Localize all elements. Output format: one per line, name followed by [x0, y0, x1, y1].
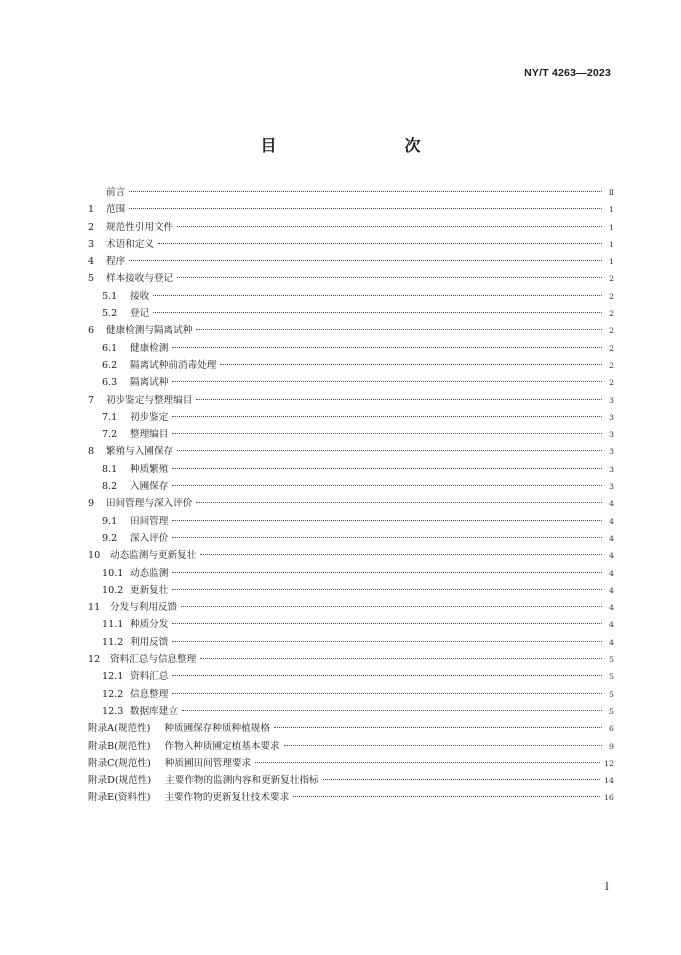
standard-code: NY/T 4263—2023 [524, 67, 611, 79]
toc-entry-label: 田间管理与深入评价 [106, 498, 193, 510]
toc-entry-number: 12.2 [102, 688, 124, 700]
toc-entry[interactable] [88, 668, 614, 685]
toc-entry[interactable] [88, 322, 614, 339]
toc-entry-page: 4 [609, 603, 614, 613]
toc-entry-page: 2 [609, 274, 614, 284]
toc-entry-label: 隔离试种前消毒处理 [130, 359, 217, 371]
toc-entry-page: 16 [604, 793, 614, 803]
dot-leader [172, 520, 602, 521]
dot-leader [172, 433, 602, 434]
toc-entry[interactable] [88, 443, 614, 460]
toc-entry-label: 主要作物的更新复壮技术要求 [164, 792, 290, 804]
toc-entry[interactable] [88, 495, 614, 512]
toc-entry[interactable] [88, 547, 614, 564]
toc-entry-label: 样本接收与登记 [106, 273, 174, 285]
toc-entry-label: 整理编目 [130, 429, 169, 441]
toc-entry-number: 7.1 [102, 411, 118, 423]
dot-leader [172, 381, 602, 382]
toc-entry[interactable] [88, 253, 614, 270]
toc-entry-label: 健康检测与隔离试种 [106, 325, 193, 337]
toc-entry-number: 7 [88, 394, 95, 406]
dot-leader [284, 745, 602, 746]
toc-entry[interactable] [88, 426, 614, 443]
toc-entry-page: 6 [609, 724, 614, 734]
toc-entry-label: 程序 [106, 256, 126, 268]
toc-entry-label: 初步鉴定与整理编目 [106, 394, 193, 406]
toc-entry-number: 12.3 [102, 705, 124, 717]
toc-entry-label: 动态监测与更新复壮 [110, 550, 197, 562]
toc-entry-label: 术语和定义 [106, 238, 154, 250]
toc-entry-page: 3 [609, 482, 614, 492]
toc-entry-page: 4 [609, 516, 614, 526]
toc-entry-page: 5 [609, 706, 614, 716]
dot-leader [172, 589, 602, 590]
toc-entry-page: 4 [609, 533, 614, 543]
toc-entry-label: 数据库建立 [130, 705, 178, 717]
toc-entry[interactable] [88, 409, 614, 426]
toc-entry-number: 11.1 [102, 619, 124, 631]
dot-leader [196, 502, 602, 503]
toc-entry-page: 2 [609, 309, 614, 319]
dot-leader [172, 347, 602, 348]
dot-leader [220, 364, 602, 365]
dot-leader [129, 208, 602, 209]
toc-entry-page: 5 [609, 672, 614, 682]
dot-leader [172, 693, 602, 694]
toc-entry[interactable] [88, 374, 614, 391]
toc-entry-label: 种质圃保存种质种植规格 [164, 723, 270, 735]
dot-leader [274, 727, 602, 728]
toc-entry-page: Ⅱ [608, 188, 614, 197]
toc-entry[interactable] [88, 270, 614, 287]
toc-entry-number: 附录A(规范性) [88, 723, 151, 735]
toc-entry[interactable] [88, 599, 614, 616]
toc-entry-page: 4 [609, 499, 614, 509]
toc-entry-number: 8 [88, 446, 95, 458]
toc-entry-page: 5 [609, 689, 614, 699]
dot-leader [172, 416, 602, 417]
dot-leader [181, 606, 602, 607]
toc-entry-label: 主要作物的监测内容和更新复壮指标 [165, 775, 319, 787]
dot-leader [182, 710, 602, 711]
dot-leader [172, 485, 602, 486]
toc-entry-number: 3 [88, 238, 95, 250]
toc-entry-page: 1 [609, 239, 614, 249]
toc-entry-number: 8.1 [102, 463, 118, 475]
toc-entry[interactable] [88, 582, 614, 599]
toc-entry-number: 9 [88, 498, 95, 510]
toc-entry-page: 3 [609, 412, 614, 422]
toc-entry-label: 规范性引用文件 [106, 221, 174, 233]
toc-entry[interactable] [88, 616, 614, 633]
toc-entry-page: 3 [609, 447, 614, 457]
toc-entry-label: 深入评价 [130, 532, 169, 544]
toc-entry-label: 资料汇总 [130, 671, 169, 683]
toc-entry-page: 3 [609, 464, 614, 474]
dot-leader [196, 329, 602, 330]
toc-entry-number: 附录D(规范性) [88, 775, 152, 787]
toc-entry-label: 分发与利用反馈 [110, 602, 178, 614]
dot-leader [293, 796, 600, 797]
toc-entry-label: 种质分发 [130, 619, 169, 631]
dot-leader [153, 312, 602, 313]
toc-entry-number: 4 [88, 256, 95, 268]
toc-entry-number: 5.1 [102, 290, 118, 302]
toc-entry-number: 12 [88, 654, 101, 666]
toc-entry-number: 10.1 [102, 567, 124, 579]
toc-entry-label: 初步鉴定 [130, 411, 169, 423]
toc-entry[interactable] [88, 392, 614, 409]
toc-entry-label: 利用反馈 [130, 636, 169, 648]
toc-entry-page: 2 [609, 326, 614, 336]
toc-entry[interactable] [88, 236, 614, 253]
toc-entry-page: 4 [609, 568, 614, 578]
dot-leader [129, 260, 602, 261]
toc-entry[interactable] [88, 340, 614, 357]
toc-entry[interactable] [88, 478, 614, 495]
page-title: 目 次 [260, 136, 453, 155]
toc-entry-page: 4 [609, 585, 614, 595]
toc-entry-number: 6 [88, 325, 95, 337]
toc-entry-page: 3 [609, 395, 614, 405]
toc-entry-number: 6.2 [102, 359, 118, 371]
toc-entry[interactable] [88, 755, 614, 772]
dot-leader [158, 243, 602, 244]
toc-entry-label: 种质繁殖 [130, 463, 169, 475]
toc-entry-page: 3 [609, 430, 614, 440]
dot-leader [323, 779, 600, 780]
toc-entry-page: 5 [609, 655, 614, 665]
toc-entry-page: 2 [609, 360, 614, 370]
toc-entry-number: 1 [88, 204, 95, 216]
toc-entry[interactable] [88, 738, 614, 755]
toc-entry[interactable] [88, 703, 614, 720]
dot-leader [177, 277, 602, 278]
toc-entry[interactable] [88, 720, 614, 737]
toc-entry-label: 范围 [106, 204, 126, 216]
toc-entry-page: 2 [609, 378, 614, 388]
toc-entry-label: 资料汇总与信息整理 [110, 654, 197, 666]
toc-entry-label: 健康检测 [130, 342, 169, 354]
toc-entry-page: 12 [604, 758, 614, 768]
toc-entry-number: 7.2 [102, 429, 118, 441]
dot-leader [129, 191, 602, 192]
toc-entry-number: 附录B(规范性) [88, 740, 151, 752]
toc-entry-page: 1 [609, 257, 614, 267]
toc-entry-page: 9 [609, 741, 614, 751]
toc-entry[interactable] [88, 513, 614, 530]
toc-entry[interactable] [88, 789, 614, 806]
dot-leader [172, 537, 602, 538]
toc-entry-number: 附录C(规范性) [88, 757, 151, 769]
dot-leader [255, 762, 600, 763]
dot-leader [200, 658, 602, 659]
toc-entry-page: 1 [609, 205, 614, 215]
toc-entry-label: 隔离试种 [130, 377, 169, 389]
toc-entry-number: 5 [88, 273, 95, 285]
dot-leader [200, 554, 602, 555]
toc-entry[interactable] [88, 288, 614, 305]
dot-leader [172, 623, 602, 624]
toc-entry-label: 接收 [130, 290, 150, 302]
toc-entry-number: 5.2 [102, 308, 118, 320]
toc-entry[interactable] [88, 565, 614, 582]
toc-entry-number: 2 [88, 221, 95, 233]
dot-leader [177, 226, 602, 227]
toc-entry-number: 附录E(资料性) [88, 792, 151, 804]
toc-entry-number: 10.2 [102, 584, 124, 596]
toc-entry[interactable] [88, 772, 614, 789]
toc-entry-number: 9.1 [102, 515, 118, 527]
toc-entry-number: 9.2 [102, 532, 118, 544]
toc-entry[interactable] [88, 461, 614, 478]
toc-entry-number: 10 [88, 550, 101, 562]
toc-entry-page: 4 [609, 620, 614, 630]
toc-entry-label: 动态监测 [130, 567, 169, 579]
toc-entry-number: 6.1 [102, 342, 118, 354]
toc-entry-label: 作物入种质圃定植基本要求 [164, 740, 280, 752]
dot-leader [177, 450, 602, 451]
toc-entry-page: 4 [609, 551, 614, 561]
toc-entry-label: 信息整理 [130, 688, 169, 700]
toc-entry-number: 6.3 [102, 377, 118, 389]
toc-entry-label: 入圃保存 [130, 481, 169, 493]
dot-leader [172, 572, 602, 573]
toc-entry-number: 11 [88, 602, 101, 614]
page-number: I [605, 882, 609, 893]
toc-entry-page: 14 [604, 776, 614, 786]
dot-leader [196, 399, 602, 400]
toc-entry-label: 登记 [130, 308, 150, 320]
toc-entry-number: 8.2 [102, 481, 118, 493]
toc-entry-label: 前言 [106, 187, 126, 198]
toc-entry[interactable] [88, 219, 614, 236]
toc-entry-label: 更新复壮 [130, 584, 169, 596]
toc-entry-page: 1 [609, 222, 614, 232]
dot-leader [153, 295, 602, 296]
toc-entry[interactable] [88, 530, 614, 547]
toc-entry[interactable] [88, 651, 614, 668]
toc-entry[interactable] [88, 184, 614, 201]
toc-entry-number: 12.1 [102, 671, 124, 683]
toc-entry[interactable] [88, 686, 614, 703]
toc-entry[interactable] [88, 357, 614, 374]
toc-entry-label: 繁殖与入圃保存 [106, 446, 174, 458]
dot-leader [172, 468, 602, 469]
toc-entry-page: 2 [609, 343, 614, 353]
toc-entry-label: 种质圃田间管理要求 [164, 757, 252, 769]
toc-entry-page: 2 [609, 291, 614, 301]
toc-entry-label: 田间管理 [130, 515, 169, 527]
toc-entry[interactable] [88, 305, 614, 322]
dot-leader [172, 641, 602, 642]
table-of-contents [88, 184, 614, 807]
toc-entry[interactable] [88, 201, 614, 218]
dot-leader [172, 675, 602, 676]
toc-entry-number: 11.2 [102, 636, 124, 648]
toc-entry[interactable] [88, 634, 614, 651]
toc-entry-page: 4 [609, 637, 614, 647]
